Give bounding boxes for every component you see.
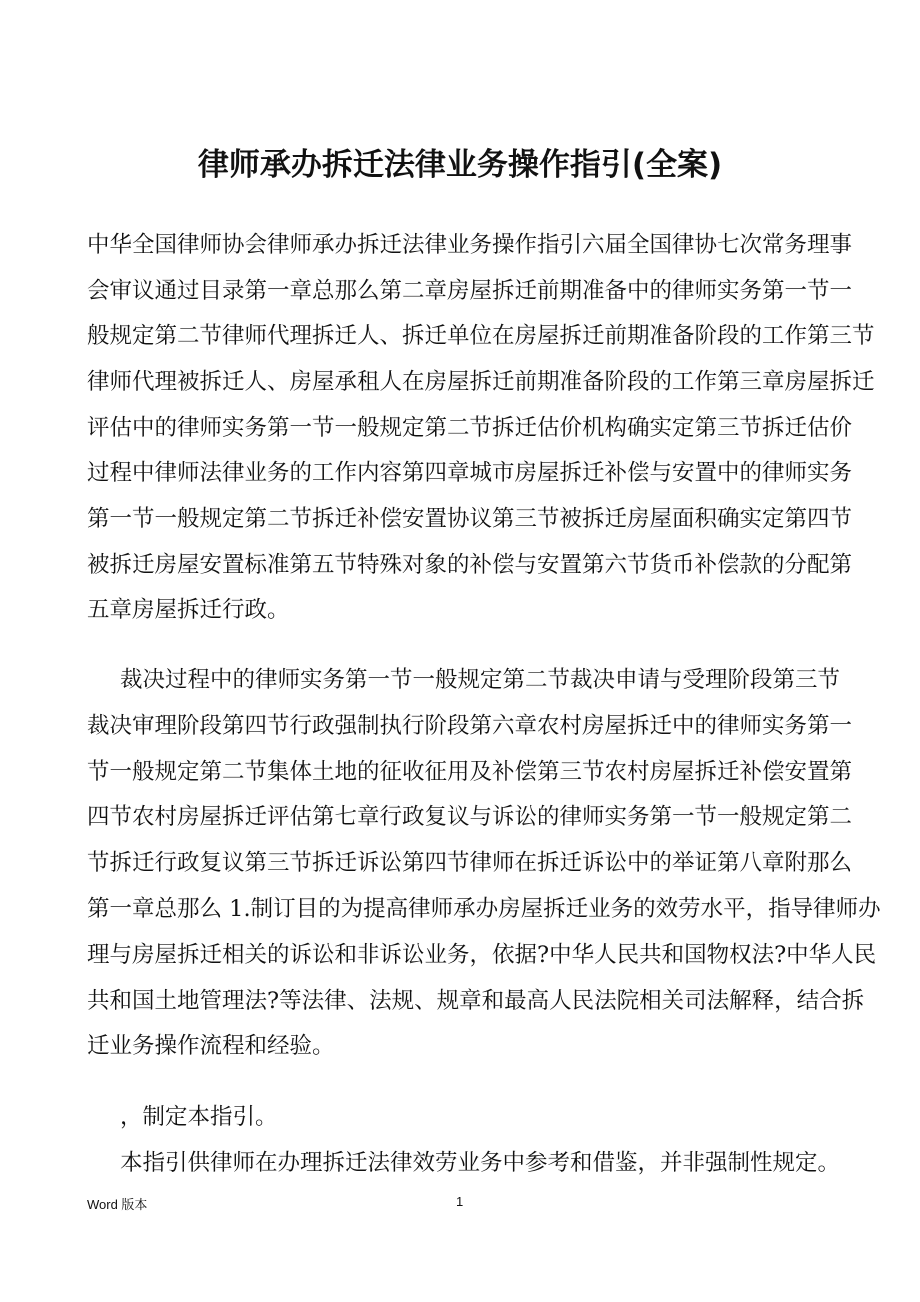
text-line: 评估中的律师实务第一节一般规定第二节拆迁估价机构确实定第三节拆迁估价: [87, 415, 853, 441]
text-line: 裁决过程中的律师实务第一节一般规定第二节裁决申请与受理阶段第三节: [120, 667, 841, 693]
text-line: 节一般规定第二节集体土地的征收征用及补偿第三节农村房屋拆迁补偿安置第: [87, 759, 853, 785]
text-line: 般规定第二节律师代理拆迁人、拆迁单位在房屋拆迁前期准备阶段的工作第三节: [87, 323, 875, 349]
text-line: 律师代理被拆迁人、房屋承租人在房屋拆迁前期准备阶段的工作第三章房屋拆迁: [87, 369, 875, 395]
text-line: 第一节一般规定第二节拆迁补偿安置协议第三节被拆迁房屋面积确实定第四节: [87, 506, 853, 532]
text-line: 裁决审理阶段第四节行政强制执行阶段第六章农村房屋拆迁中的律师实务第一: [87, 713, 853, 739]
text-line: 理与房屋拆迁相关的诉讼和非诉讼业务，依据?中华人民共和国物权法?中华人民: [87, 942, 877, 968]
page-number: 1: [456, 1194, 464, 1209]
text-line: 五章房屋拆迁行政。: [87, 597, 290, 623]
paragraph-3: ，制定本指引。: [120, 1104, 278, 1130]
paragraph-4: 本指引供律师在办理拆迁法律效劳业务中参考和借鉴，并非强制性规定。: [120, 1150, 841, 1176]
text-line: 被拆迁房屋安置标准第五节特殊对象的补偿与安置第六节货币补偿款的分配第: [87, 552, 853, 578]
text-line: 节拆迁行政复议第三节拆迁诉讼第四节律师在拆迁诉讼中的举证第八章附那么: [87, 850, 853, 876]
text-line: 迁业务操作流程和经验。: [87, 1033, 335, 1059]
text-line: 四节农村房屋拆迁评估第七章行政复议与诉讼的律师实务第一节一般规定第二: [87, 804, 853, 830]
text-line: 过程中律师法律业务的工作内容第四章城市房屋拆迁补偿与安置中的律师实务: [87, 460, 853, 486]
text-line: 共和国土地管理法?等法律、法规、规章和最高人民法院相关司法解释，结合拆: [87, 988, 865, 1014]
footer-label: Word 版本: [87, 1197, 148, 1212]
document-title: 律师承办拆迁法律业务操作指引(全案): [197, 147, 723, 183]
text-line: 中华全国律师协会律师承办拆迁法律业务操作指引六届全国律协七次常务理事: [87, 232, 853, 258]
text-line: 会审议通过目录第一章总那么第二章房屋拆迁前期准备中的律师实务第一节一: [87, 278, 853, 304]
text-line: 第一章总那么 1.制订目的为提高律师承办房屋拆迁业务的效劳水平，指导律师办: [87, 896, 881, 922]
